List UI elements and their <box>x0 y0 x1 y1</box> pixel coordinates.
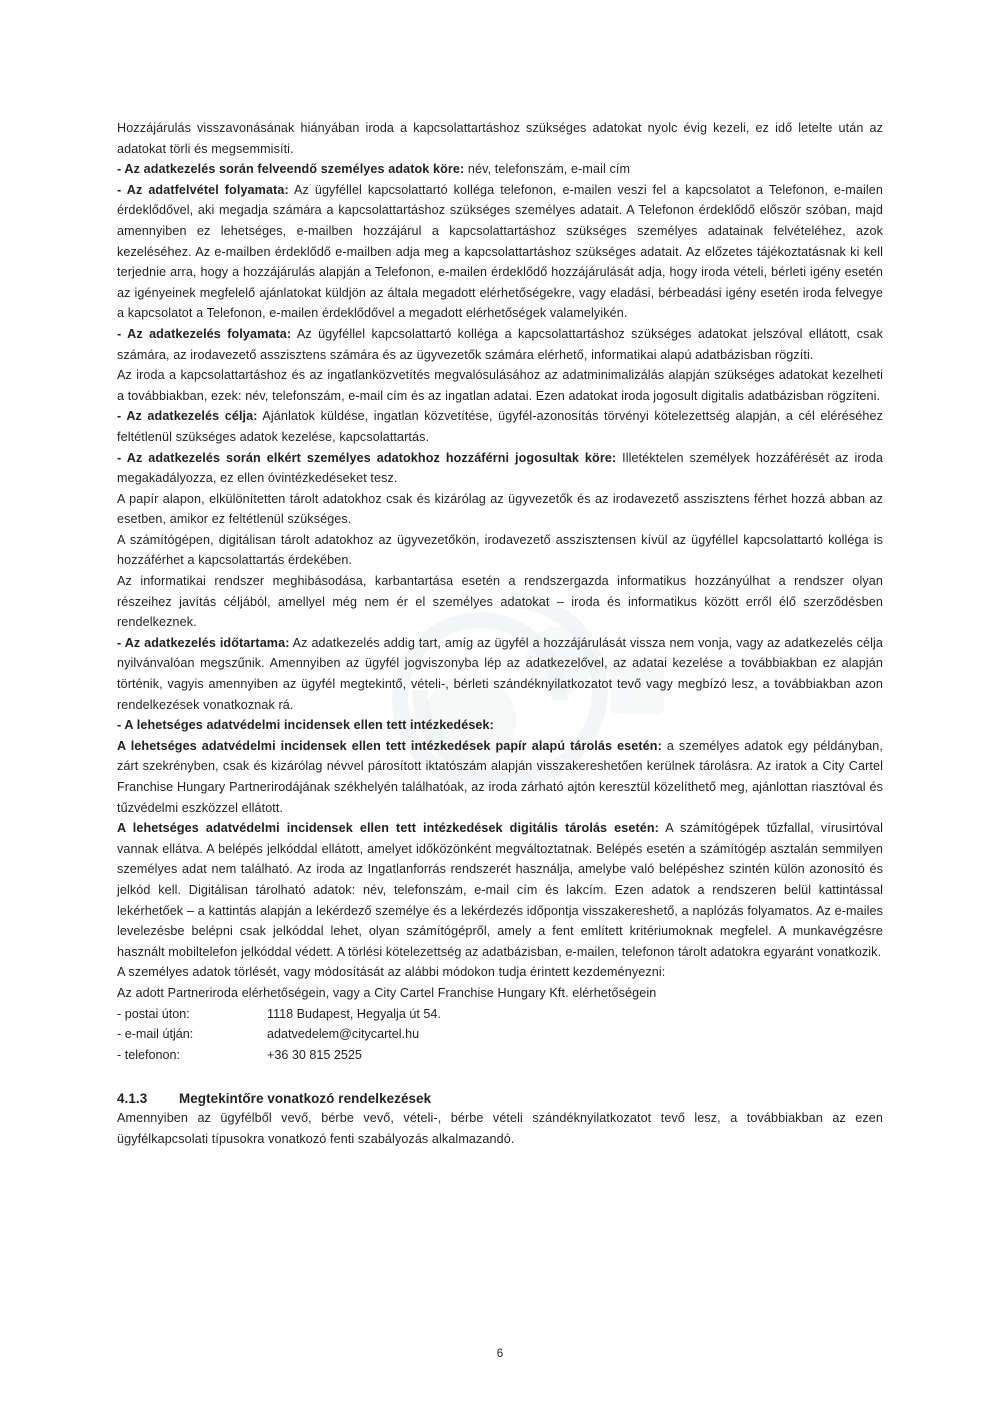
paragraph-11-text: Az adatkezelés addig tart, amíg az ügyfél a hozzájárulását vissza nem vonja, vagy az adatkezelés célja nyilvánvalóan megszűnik. Amennyiben az ügyfél jogviszonyba lép az adatkezelővel, az adatai kezelése a továbbiakban ez alapján történik, vagyis amennyiben az ügyfél megtekintő, vételi-, bérleti szándéknyilatkozatot tevő vagy megbízó lesz, a továbbiakban azon rendelkezések vonatkoznak rá. <box>117 635 884 712</box>
paragraph-11-lead: - Az adatkezelés időtartama: <box>117 635 290 650</box>
paragraph-12-lead: - A lehetséges adatvédelmi incidensek ellen tett intézkedések: <box>117 718 494 733</box>
paragraph-1-text: Hozzájárulás visszavonásának hiányában iroda a kapcsolattartáshoz szükséges adatokat nyolc évig kezeli, ez idő letelte után az adatokat törli és megsemmisíti. <box>117 121 883 156</box>
paragraph-13-text: a személyes adatok egy példányban, zárt szekrényben, csak és kizárólag névvel párosított iktatószám alapján visszakereshetően kerülnek tárolásra. Az iratok a City Cartel Franchise Hungary Partnerirodájának székhelyén találhatóak, az iroda zárható ajtón keresztül közelíthető meg, ajánlottan riasztóval és tűzvédelmi eszközzel ellátott. <box>117 738 884 815</box>
page-number: 6 <box>496 1348 504 1360</box>
paragraph-14-lead: A lehetséges adatvédelmi incidensek ellen tett intézkedések digitális tárolás esetén: <box>117 821 659 836</box>
paragraph-16-text: Az adott Partneriroda elérhetőségein, vagy a City Cartel Franchise Hungary Kft. elérhetőségein <box>117 985 657 1000</box>
paragraph-2-lead: - Az adatkezelés során felveendő személyes adatok köre: <box>117 162 465 177</box>
paragraph-10-text: Az informatikai rendszer meghibásodása, karbantartása esetén a rendszergazda informatikus hozzányúlhat a rendszer olyan részeihez javítás céljából, amellyel még nem ér el személyes adatokat – iroda és informatikus között erről élő szerződésben rendelkeznek. <box>117 574 883 630</box>
paragraph-7 <box>117 448 883 489</box>
paragraph-2 <box>117 159 883 180</box>
paragraph-6 <box>117 406 883 447</box>
paragraph-10 <box>117 571 883 633</box>
paragraph-14-text: A számítógépek tűzfallal, vírusirtóval vannak ellátva. A belépés jelkóddal ellátott, amelyet időközönként megváltoztatnak. Belépés esetén a számítógép asztalán semmilyen személyes adat nem található. Az iroda az Ingatlanforrás rendszerét használja, amelybe való belépéshez szintén külön azonosító és jelkód kell. Digitálisan tárolható adatok: név, telefonszám, e-mail cím és lakcím. Ezen adatok a rendszeren belül kattintással lekérhetőek – a kattintás alapján a lekérdező személye és a lekérdezés időpontja visszakereshető, a naplózás folyamatos. Az e-mailes levelezésbe belépni csak jelkóddal lehet, olyan számítógépről, amely a fent említett kritériumoknak megfelel. A munkavégzésre használt mobiltelefon jelkóddal védett. A törlési kötelezettség az adatbázisban, e-mailen, telefonon tárolt adatokra egyaránt vonatkozik. <box>117 821 883 959</box>
section-heading <box>117 1091 883 1106</box>
paragraph-13-lead: A lehetséges adatvédelmi incidensek ellen tett intézkedések papír alapú tárolás esetén: <box>117 738 662 753</box>
paragraph-15 <box>117 962 883 983</box>
paragraph-8-text: A papír alapon, elkülönítetten tárolt adatokhoz csak és kizárólag az ügyvezetők és az irodavezető asszisztens férhet hozzá abban az esetben, amikor ez feltétlenül szükséges. <box>117 491 883 527</box>
paragraph-4-lead: - Az adatkezelés folyamata: <box>117 326 292 341</box>
paragraph-6-text: Ajánlatok küldése, ingatlan közvetítése, ügyfél-azonosítás törvényi kötelezettség alapján, a cél eléréséhez feltétlenül szükséges adatok kezelése, kapcsolattartás. <box>117 409 883 444</box>
paragraph-11 <box>117 633 883 715</box>
contact-label-phone: - telefonon: <box>117 1047 181 1062</box>
contact-label-email: - e-mail útján: <box>117 1027 194 1042</box>
paragraph-9-text: A számítógépen, digitálisan tárolt adatokhoz az ügyvezetőkön, irodavezető asszisztensen kívül az ügyféllel kapcsolattartó kolléga is hozzáférhet a kapcsolattartás érdekében. <box>117 532 883 568</box>
contact-row-postal <box>117 1004 883 1025</box>
contact-value-postal: 1118 Budapest, Hegyalja út 54. <box>267 1006 441 1021</box>
paragraph-3-text: Az ügyféllel kapcsolattartó kolléga telefonon, e-mailen veszi fel a kapcsolatot a Telefonon, e-mailen érdeklődővel, aki megadja számára a kapcsolattartáshoz szükséges személyes adatait. A Telefonon érdeklődő először szóban, majd amennyiben ez lehetséges, e-mailben hozzájárul a kapcsolattartáshoz szükséges személyes adatainak felvételéhez, azok kezeléséhez. Az e-mailben érdeklődő e-mailben adja meg a kapcsolattartáshoz szükséges adatait. Az előzetes tájékoztatásnak ki kell terjednie arra, hogy a hozzájárulás alapján a Telefonon, e-mailen érdeklődő hozzájárulását adja, hogy iroda vételi, bérleti igény esetén az igényeinek megfelelő ajánlatokat küldjön az általa megadott elérhetőségekre, vagy eladási, bérbeadási igény esetén iroda felvegye a kapcsolatot a Telefonon, e-mailen érdeklődővel a megadott elérhetőségek valamelyikén. <box>117 182 883 321</box>
paragraph-5-text: Az iroda a kapcsolattartáshoz és az ingatlanközvetítés megvalósulásához az adatminimalizálás alapján szükséges adatokat kezelheti a továbbiakban, ezek: név, telefonszám, e-mail cím és az ingatlan adatai. Ezen adatokat iroda jogosult digitalis adatbázisban rögzíteni. <box>117 368 883 403</box>
paragraph-16 <box>117 983 883 1004</box>
paragraph-6-lead: - Az adatkezelés célja: <box>117 409 258 424</box>
contact-value-email: adatvedelem@citycartel.hu <box>267 1027 420 1042</box>
document-body <box>117 118 883 1150</box>
paragraph-1 <box>117 118 883 159</box>
section-body <box>117 1108 883 1149</box>
section-number: 4.1.3 <box>117 1091 148 1107</box>
paragraph-7-text: Illetéktelen személyek hozzáférését az iroda megakadályozza, ez ellen óvintézkedéseket tesz. <box>117 450 883 486</box>
section-title: Megtekintőre vonatkozó rendelkezések <box>179 1091 432 1107</box>
contact-list <box>117 1004 883 1066</box>
contact-label-postal: - postai úton: <box>117 1006 190 1021</box>
paragraph-15-text: A személyes adatok törlését, vagy módosítását az alábbi módokon tudja érintett kezdeményezni: <box>117 965 666 980</box>
paragraph-12 <box>117 715 883 736</box>
paragraph-4 <box>117 324 883 365</box>
paragraph-9 <box>117 530 883 571</box>
section-body-text: Amennyiben az ügyfélből vevő, bérbe vevő, vételi-, bérbe vételi szándéknyilatkozatot tevő lesz, a továbbiakban az ezen ügyfélkapcsolati típusokra vonatkozó fenti szabályozás alkalmazandó. <box>117 1111 883 1146</box>
paragraph-7-lead: - Az adatkezelés során elkért személyes adatokhoz hozzáférni jogosultak köre: <box>117 450 617 465</box>
paragraph-5 <box>117 365 883 406</box>
contact-row-email <box>117 1024 883 1045</box>
paragraph-3-lead: - Az adatfelvétel folyamata: <box>117 182 289 197</box>
paragraph-13 <box>117 736 883 818</box>
paragraph-3 <box>117 180 883 324</box>
contact-value-phone: +36 30 815 2525 <box>267 1047 362 1062</box>
paragraph-2-text: név, telefonszám, e-mail cím <box>464 162 631 177</box>
paragraph-4-text: Az ügyféllel kapcsolattartó kolléga a kapcsolattartáshoz szükséges adatokat jelszóval ellátott, csak számára, az irodavezető asszisztens számára és az ügyvezetők számára elérhető, informatikai alapú adatbázisban rögzíti. <box>117 326 883 362</box>
contact-row-phone <box>117 1045 883 1066</box>
paragraph-14 <box>117 818 883 962</box>
paragraph-8 <box>117 489 883 530</box>
